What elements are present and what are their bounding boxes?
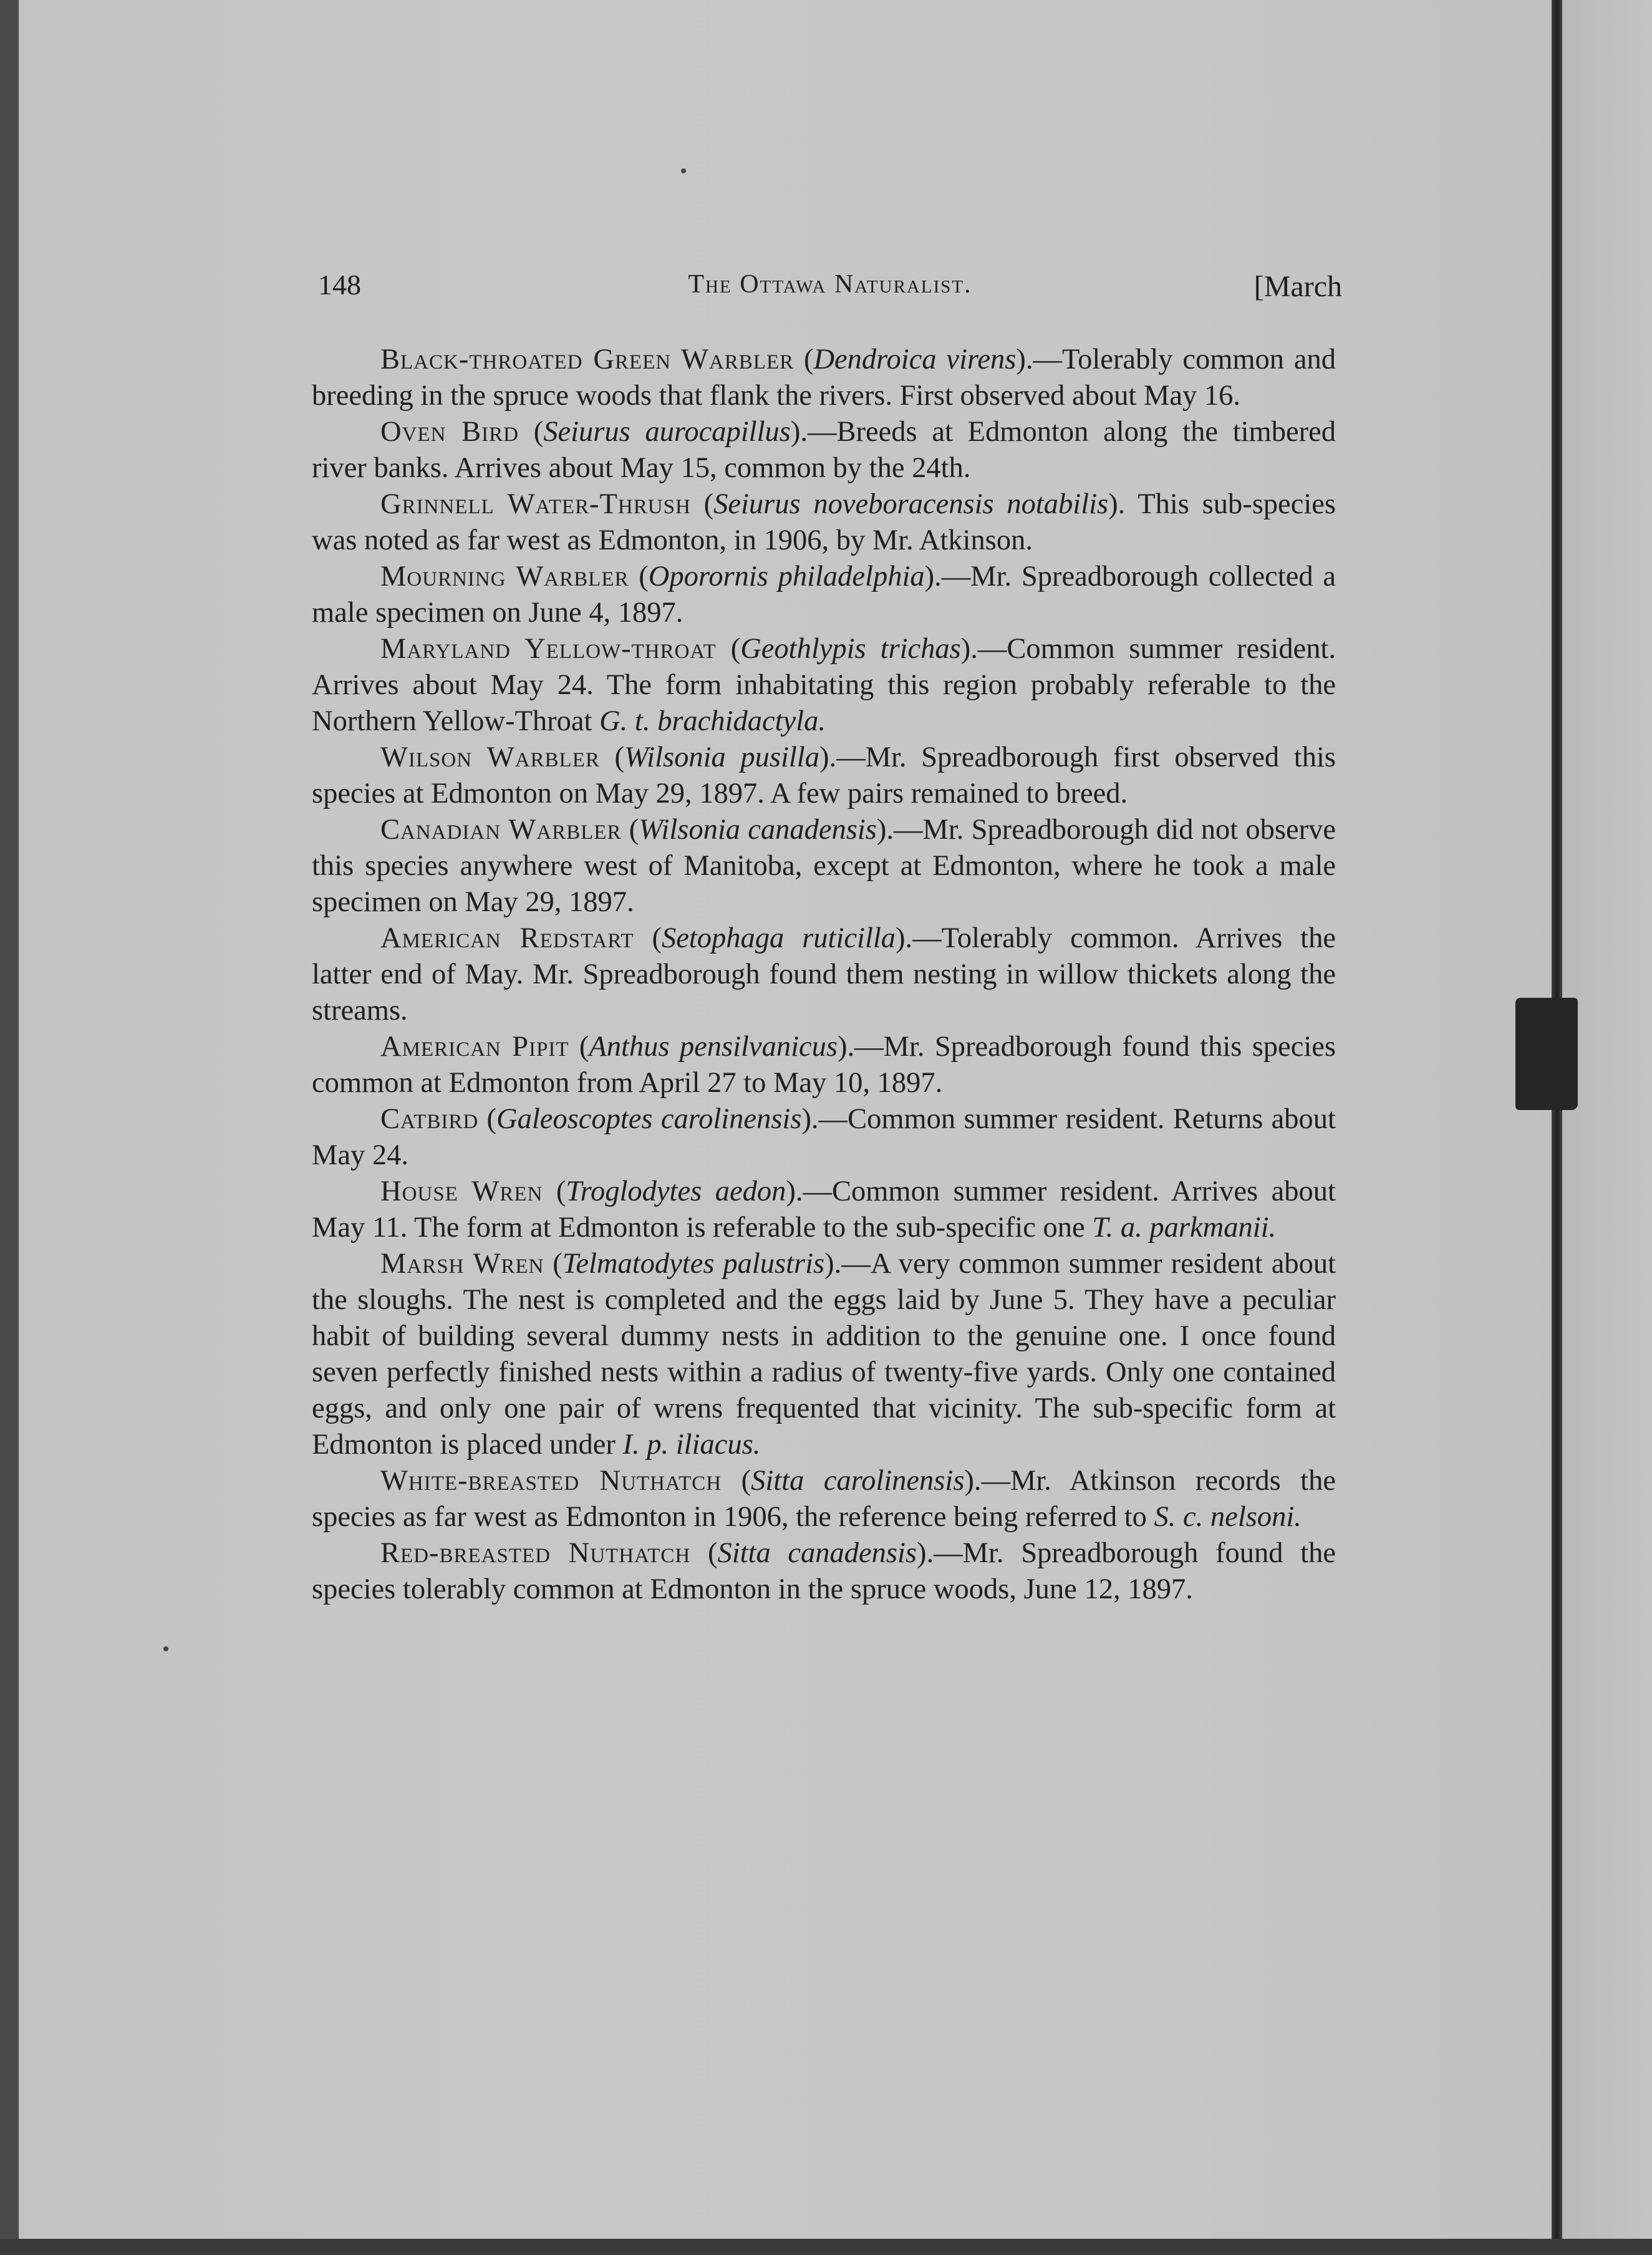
scientific-name: Wilsonia pusilla xyxy=(624,741,819,773)
scientific-name: Sitta carolinensis xyxy=(751,1465,965,1497)
scientific-name: Seiurus noveboracensis notabilis xyxy=(713,488,1109,520)
scientific-name: Sitta canadensis xyxy=(717,1537,917,1569)
scientific-name: Oporornis philadelphia xyxy=(648,561,925,592)
scientific-name: Geothlypis trichas xyxy=(740,633,961,665)
ink-speck xyxy=(163,1646,168,1651)
entry-text: Mr. Spreadborough first observed this species at Edmonton on May 29, 1897. A few pairs remained to breed. xyxy=(312,741,1336,809)
common-name: Wilson Warbler xyxy=(380,741,600,773)
species-entry: Red-breasted Nuthatch (Sitta canadensis).—Mr. Spreadborough found the species tolerably common at Edmonton in the spruce woods, June 12, 1897. xyxy=(312,1537,1336,1605)
species-entry: American Redstart (Setophaga ruticilla).—Tolerably common. Arrives the latter end of May. Mr. Spreadborough found them nesting in willow thickets along the streams. xyxy=(312,922,1336,1026)
common-name: Black-throated Green Warbler xyxy=(380,344,795,375)
entry-text: Tolerably common. Arrives the latter end of May. Mr. Spreadborough found them nesting in willow thickets along the streams. xyxy=(312,922,1336,1026)
entry-text: Mr. Spreadborough collected a male specimen on June 4, 1897. xyxy=(312,561,1336,629)
species-entry: American Pipit (Anthus pensilvanicus).—Mr. Spreadborough found this species common at Edmonton from April 27 to May 10, 1897. xyxy=(312,1031,1336,1099)
species-list xyxy=(312,342,1336,1608)
species-entry: Canadian Warbler (Wilsonia canadensis).—Mr. Spreadborough did not observe this species anywhere west of Manitoba, except at Edmonton, where he took a male specimen on May 29, 1897. xyxy=(312,814,1336,918)
entry-text: Breeds at Edmonton along the timbered river banks. Arrives about May 15, common by the 24th. xyxy=(312,416,1336,484)
subspecies-name: S. c. nelsoni. xyxy=(1154,1501,1302,1533)
species-entry: Mourning Warbler (Oporornis philadelphia).—Mr. Spreadborough collected a male specimen on June 4, 1897. xyxy=(312,561,1336,629)
subspecies-name: T. a. parkmanii. xyxy=(1092,1212,1277,1243)
entry-text: Mr. Spreadborough found this species common at Edmonton from April 27 to May 10, 1897. xyxy=(312,1031,1336,1099)
scientific-name: Dendroica virens xyxy=(813,344,1017,375)
species-entry: House Wren (Troglodytes aedon).—Common summer resident. Arrives about May 11. The form at Edmonton is referable to the sub-specific one T. a. parkmanii. xyxy=(312,1176,1336,1243)
binding-line xyxy=(1552,0,1563,2255)
species-entry: Catbird (Galeoscoptes carolinensis).—Common summer resident. Returns about May 24. xyxy=(312,1103,1336,1171)
common-name: Mourning Warbler xyxy=(380,561,629,592)
scientific-name: Telmatodytes palustris xyxy=(562,1248,825,1280)
species-entry: Marsh Wren (Telmatodytes palustris).—A very common summer resident about the sloughs. The nest is completed and the eggs laid by June 5. They have a peculiar habit of building several dummy nests in addition to the genuine one. I once found seven perfectly finished nests within a radius of twenty-five yards. Only one contained eggs, and only one pair of wrens frequented that vicinity. The sub-specific form at Edmonton is placed under I. p. iliacus. xyxy=(312,1248,1336,1461)
scientific-name: Wilsonia canadensis xyxy=(639,814,877,846)
left-page-edge xyxy=(0,0,19,2255)
issue-month: [March xyxy=(1253,270,1342,303)
common-name: Catbird xyxy=(380,1103,479,1135)
entry-text: This sub-species was noted as far west as Edmonton, in 1906, by Mr. Atkinson. xyxy=(312,488,1336,556)
entry-text: Mr. Spreadborough did not observe this species anywhere west of Manitoba, except at Edmonton, where he took a male specimen on May 29, 1897. xyxy=(312,814,1336,918)
entry-text: Mr. Spreadborough found the species tolerably common at Edmonton in the spruce woods, June 12, 1897. xyxy=(312,1537,1336,1605)
species-entry: White-breasted Nuthatch (Sitta carolinensis).—Mr. Atkinson records the species as far west as Edmonton in 1906, the reference being referred to S. c. nelsoni. xyxy=(312,1465,1336,1533)
common-name: Canadian Warbler xyxy=(380,814,622,846)
entry-text: Tolerably common and breeding in the spruce woods that flank the rivers. First observed about May 16. xyxy=(312,344,1336,412)
entry-text: A very common summer resident about the sloughs. The nest is completed and the eggs laid by June 5. They have a peculiar habit of building several dummy nests in addition to the genuine one. I once found seven perfectly finished nests within a radius of twenty-five yards. Only one contained eggs, and only one pair of wrens frequented that vicinity. The sub-specific form at Edmonton is placed under xyxy=(312,1248,1336,1461)
entry-text: Common summer resident. Arrives about May 11. The form at Edmonton is referable to the sub-specific one xyxy=(312,1176,1336,1243)
subspecies-name: I. p. iliacus. xyxy=(622,1429,761,1461)
scientific-name: Galeoscoptes carolinensis xyxy=(496,1103,802,1135)
ink-speck xyxy=(681,168,686,173)
common-name: House Wren xyxy=(380,1176,543,1207)
species-entry: Black-throated Green Warbler (Dendroica virens).—Tolerably common and breeding in the spruce woods that flank the rivers. First observed about May 16. xyxy=(312,344,1336,412)
scientific-name: Troglodytes aedon xyxy=(566,1176,786,1207)
common-name: Oven Bird xyxy=(380,416,519,448)
running-header xyxy=(318,262,1342,306)
scientific-name: Setophaga ruticilla xyxy=(661,922,896,954)
scientific-name: Seiurus aurocapillus xyxy=(543,416,791,448)
entry-text: Mr. Atkinson records the species as far west as Edmonton in 1906, the reference being referred to xyxy=(312,1465,1336,1533)
common-name: American Redstart xyxy=(380,922,634,954)
entry-text: Common summer resident. Returns about May 24. xyxy=(312,1103,1336,1171)
scientific-name: Anthus pensilvanicus xyxy=(589,1031,838,1063)
species-entry: Oven Bird (Seiurus aurocapillus).—Breeds at Edmonton along the timbered river banks. Arrives about May 15, common by the 24th. xyxy=(312,416,1336,484)
common-name: White-breasted Nuthatch xyxy=(380,1465,722,1497)
species-entry: Grinnell Water-Thrush (Seiurus noveboracensis notabilis). This sub-species was noted as far west as Edmonton, in 1906, by Mr. Atkinson. xyxy=(312,488,1336,556)
common-name: Grinnell Water-Thrush xyxy=(380,488,691,520)
common-name: Maryland Yellow-throat xyxy=(380,633,717,665)
binding-clip xyxy=(1515,998,1578,1110)
common-name: Marsh Wren xyxy=(380,1248,544,1280)
bottom-page-edge xyxy=(0,2239,1652,2255)
common-name: Red-breasted Nuthatch xyxy=(380,1537,691,1569)
entry-text: Common summer resident. Arrives about May 24. The form inhabitating this region probably referable to the Northern Yellow-Throat xyxy=(312,633,1336,737)
right-margin-strip xyxy=(1562,0,1652,2255)
page-number: 148 xyxy=(318,269,361,301)
species-entry: Wilson Warbler (Wilsonia pusilla).—Mr. Spreadborough first observed this species at Edmonton on May 29, 1897. A few pairs remained to breed. xyxy=(312,741,1336,809)
species-entry: Maryland Yellow-throat (Geothlypis trichas).—Common summer resident. Arrives about May 24. The form inhabitating this region probably referable to the Northern Yellow-Throat G. t. brachidactyla. xyxy=(312,633,1336,737)
subspecies-name: G. t. brachidactyla. xyxy=(599,705,826,737)
journal-title: The Ottawa Naturalist. xyxy=(688,270,972,299)
common-name: American Pipit xyxy=(380,1031,569,1063)
